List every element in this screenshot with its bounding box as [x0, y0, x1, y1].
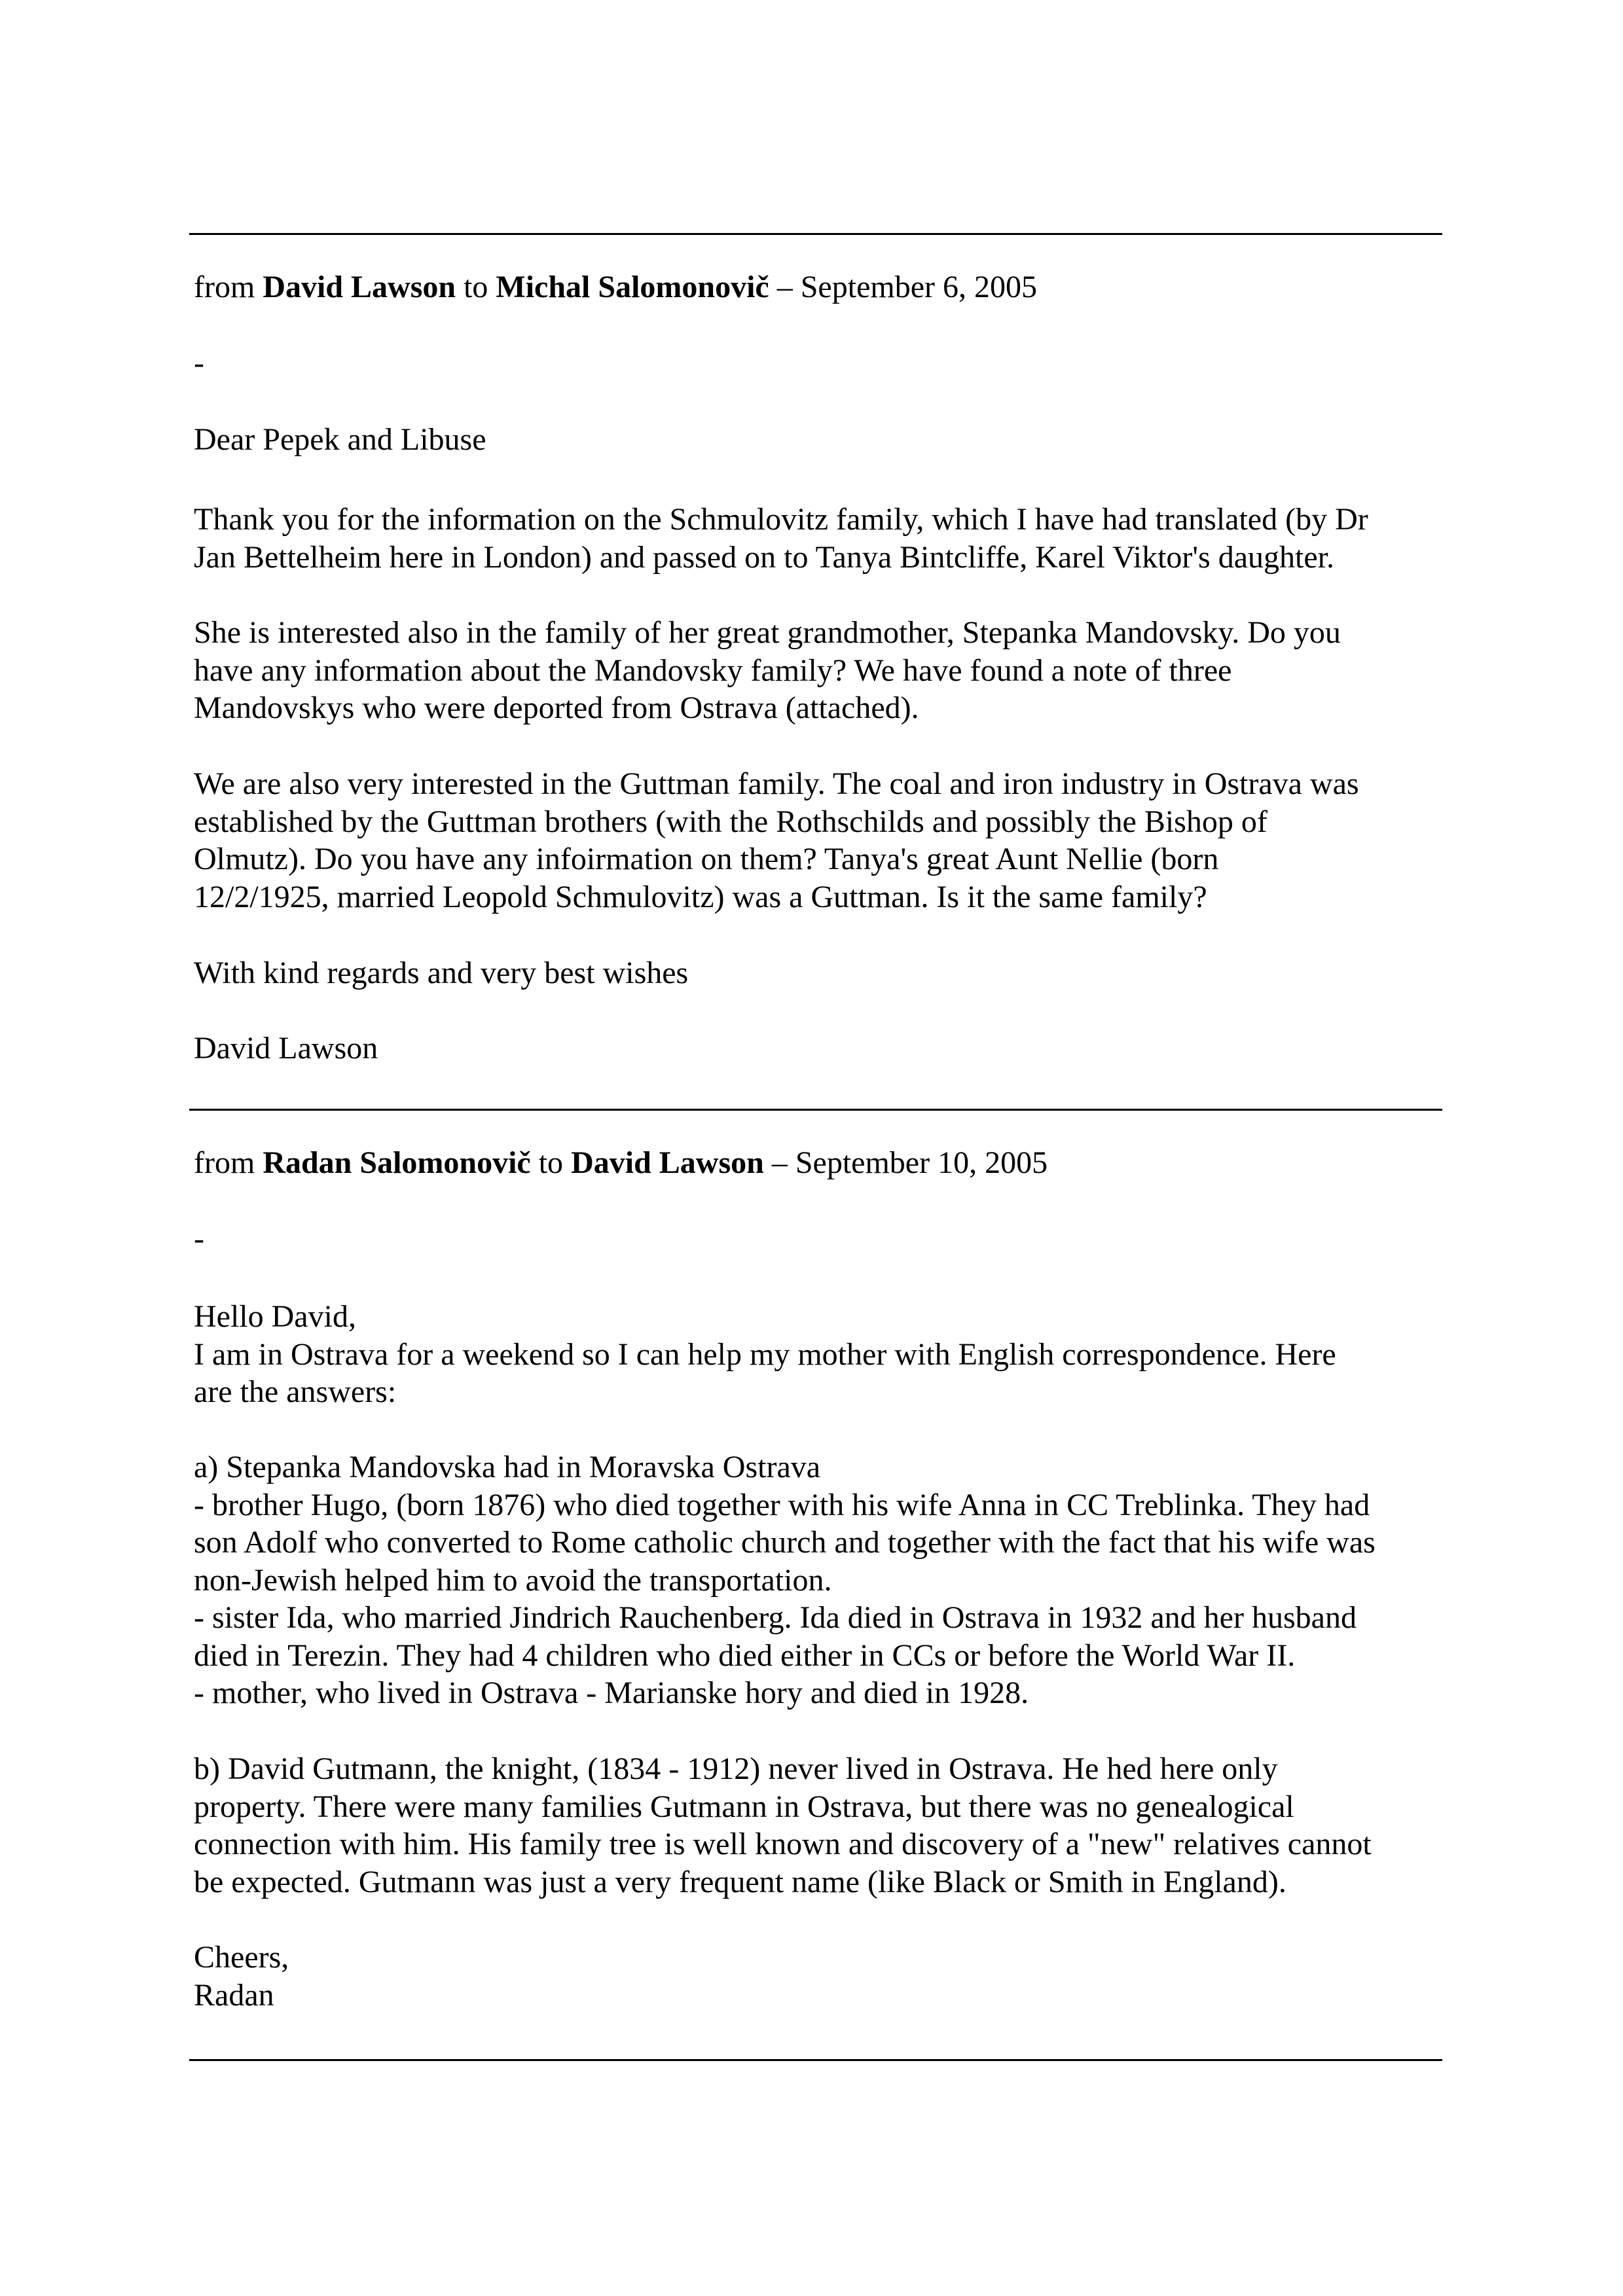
text-line: connection with him. His family tree is well known and discovery of a "new" relatives cannot [194, 1827, 1372, 1861]
text-line: established by the Guttman brothers (with the Rothschilds and possibly the Bishop of [194, 804, 1267, 839]
text-line: property. There were many families Gutmann in Ostrava, but there was no genealogical [194, 1789, 1294, 1824]
letter-2-paragraph-1 [194, 1298, 1442, 1411]
greeting-line: Dear Pepek and Libuse [194, 422, 486, 457]
text-line: Thank you for the information on the Schmulovitz family, which I have had translated (by Dr [194, 502, 1368, 537]
text-line: have any information about the Mandovsky family? We have found a note of three [194, 653, 1232, 688]
to-word: to [464, 270, 488, 304]
signature-line: Radan [194, 1977, 274, 2013]
text-line: We are also very interested in the Guttman family. The coal and iron industry in Ostrava was [194, 766, 1359, 801]
from-word: from [194, 270, 255, 304]
letter-1-signature [194, 1030, 1442, 1067]
recipient-name: David Lawson [571, 1145, 764, 1180]
text-line: a) Stepanka Mandovska had in Moravska Ostrava [194, 1450, 821, 1484]
text-line: b) David Gutmann, the knight, (1834 - 1912) never lived in Ostrava. He hed here only [194, 1751, 1278, 1786]
text-line: Hello David, [194, 1299, 356, 1334]
horizontal-rule [189, 1109, 1442, 1111]
letter-2-paragraph-3 [194, 1750, 1442, 1901]
signature-line: David Lawson [194, 1031, 378, 1066]
letter-1-paragraph-3 [194, 765, 1442, 916]
text-line: Jan Bettelheim here in London) and passed on to Tanya Bintcliffe, Karel Viktor's daughter. [194, 539, 1334, 575]
letter-date: – September 10, 2005 [771, 1145, 1048, 1180]
letter-1-paragraph-1 [194, 501, 1442, 576]
text-line: - sister Ida, who married Jindrich Rauchenberg. Ida died in Ostrava in 1932 and her husband [194, 1600, 1357, 1635]
text-line: died in Terezin. They had 4 children who died either in CCs or before the World War II. [194, 1638, 1296, 1673]
dash-line: - [194, 1221, 204, 1256]
to-word: to [538, 1145, 564, 1180]
horizontal-rule [189, 233, 1442, 235]
text-line: son Adolf who converted to Rome catholic church and together with the fact that his wife was [194, 1525, 1376, 1560]
text-line: I am in Ostrava for a weekend so I can help my mother with English correspondence. Here [194, 1336, 1336, 1372]
text-line: non-Jewish helped him to avoid the transportation. [194, 1562, 832, 1598]
from-word: from [194, 1145, 255, 1180]
text-line: - brother Hugo, (born 1876) who died together with his wife Anna in CC Treblinka. They had [194, 1487, 1370, 1522]
dash-line: - [194, 346, 204, 380]
text-line: Olmutz). Do you have any infoirmation on them? Tanya's great Aunt Nellie (born [194, 842, 1219, 876]
recipient-name: Michal Salomonovič [496, 270, 769, 304]
text-line: are the answers: [194, 1374, 397, 1409]
letter-2-header [194, 1144, 1442, 1182]
text-line: 12/2/1925, married Leopold Schmulovitz) was a Guttman. Is it the same family? [194, 879, 1207, 914]
letter-2-closing [194, 1939, 1442, 2014]
text-line: - mother, who lived in Ostrava - Marianske hory and died in 1928. [194, 1676, 1029, 1710]
letter-2-paragraph-2 [194, 1448, 1442, 1712]
sender-name: Radan Salomonovič [263, 1145, 531, 1180]
text-line: She is interested also in the family of her great grandmother, Stepanka Mandovsky. Do you [194, 615, 1341, 650]
closing-line: With kind regards and very best wishes [194, 956, 689, 990]
sender-name: David Lawson [263, 270, 456, 304]
letter-2-dash [194, 1220, 1442, 1258]
horizontal-rule [189, 2059, 1442, 2061]
letter-date: – September 6, 2005 [776, 270, 1037, 304]
letter-1-header [194, 268, 1442, 306]
letter-1-dash [194, 344, 1442, 382]
letter-1-paragraph-2 [194, 614, 1442, 727]
text-line: be expected. Gutmann was just a very frequent name (like Black or Smith in England). [194, 1864, 1286, 1899]
closing-line: Cheers, [194, 1940, 289, 1975]
text-line: Mandovskys who were deported from Ostrava (attached). [194, 691, 919, 725]
letter-1-closing [194, 954, 1442, 992]
letter-1-greeting [194, 421, 1442, 459]
